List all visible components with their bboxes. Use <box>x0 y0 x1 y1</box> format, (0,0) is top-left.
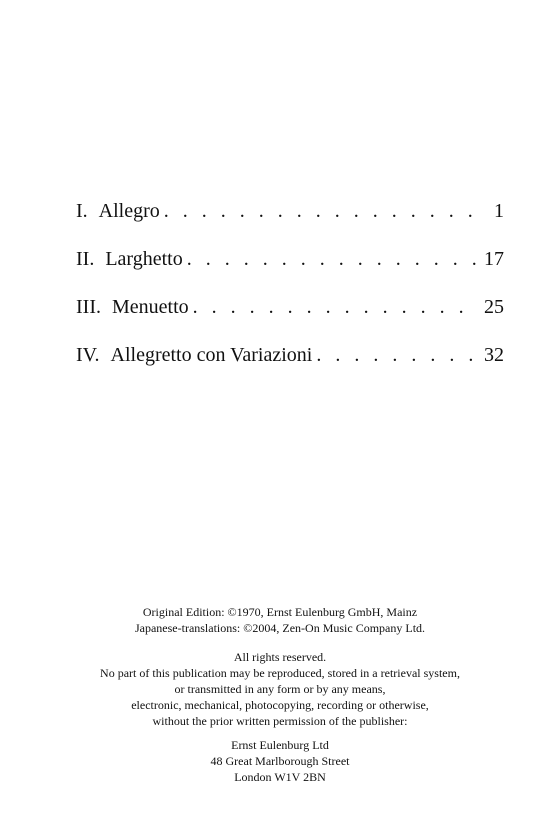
movement-numeral: I. <box>76 200 88 222</box>
movement-title: Allegro <box>98 200 160 222</box>
rights-line: electronic, mechanical, photocopying, recording or otherwise, <box>131 698 429 712</box>
edition-notice <box>0 604 560 636</box>
movement-title: Larghetto <box>105 248 183 270</box>
toc-entry-3 <box>76 296 504 344</box>
page-number: 17 <box>484 248 504 270</box>
page-number: 25 <box>484 296 504 318</box>
dot-leader <box>164 200 488 223</box>
movement-title: Menuetto <box>111 296 189 318</box>
page-number: 32 <box>484 344 504 366</box>
movement-numeral: III. <box>76 296 101 318</box>
dot-leader <box>316 344 478 367</box>
publisher-address <box>0 737 560 785</box>
movement-numeral: II. <box>76 248 95 270</box>
publisher-name: Ernst Eulenburg Ltd <box>231 738 329 752</box>
toc-entry-2 <box>76 248 504 296</box>
movement-numeral: IV. <box>76 344 100 366</box>
rights-line: No part of this publication may be reproduced, stored in a retrieval system, <box>100 666 460 680</box>
dot-leader <box>187 248 478 271</box>
table-of-contents <box>76 200 504 392</box>
original-edition-line: Original Edition: ©1970, Ernst Eulenburg GmbH, Mainz <box>142 605 418 619</box>
toc-entry-4 <box>76 344 504 392</box>
page-number: 1 <box>494 200 504 222</box>
dot-leader <box>193 296 478 319</box>
toc-entry-1 <box>76 200 504 248</box>
japanese-translation-line: Japanese-translations: ©2004, Zen-On Music Company Ltd. <box>134 621 426 635</box>
rights-line: without the prior written permission of the publisher: <box>152 714 408 728</box>
publisher-street: 48 Great Marlborough Street <box>210 754 350 768</box>
rights-line: or transmitted in any form or by any means, <box>174 682 386 696</box>
publisher-city: London W1V 2BN <box>234 770 326 784</box>
rights-line: All rights reserved. <box>233 650 327 664</box>
rights-notice <box>0 649 560 729</box>
movement-title: Allegretto con Variazioni <box>110 344 313 366</box>
